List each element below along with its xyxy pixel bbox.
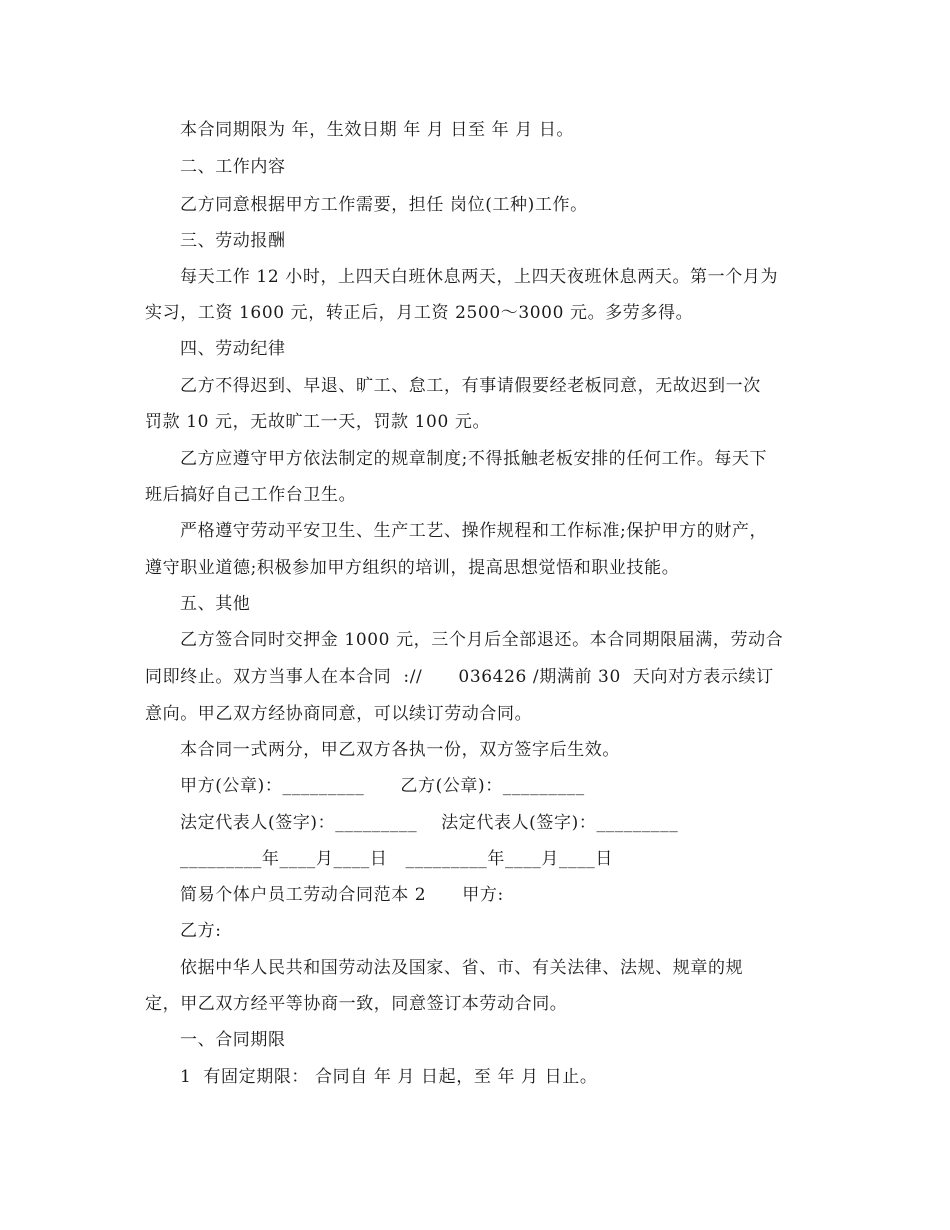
paragraph-remuneration-line1: 每天工作 12 小时，上四天白班休息两天，上四天夜班休息两天。第一个月为 — [180, 267, 779, 287]
paragraph-fixed-term: 1 有固定期限： 合同自 年 月 日起，至 年 月 日止。 — [180, 1067, 598, 1087]
paragraph-position: 乙方同意根据甲方工作需要，担任 岗位(工种)工作。 — [180, 195, 588, 215]
signature-seal-line: 甲方(公章)：_________ 乙方(公章)：_________ — [180, 776, 585, 796]
paragraph-discipline2-line1: 乙方应遵守甲方依法制定的规章制度;不得抵触老板安排的任何工作。每天下 — [180, 449, 768, 469]
party-b-label: 乙方: — [180, 921, 222, 941]
signature-date-line: _________年____月____日 _________年____月____日 — [180, 849, 614, 869]
paragraph-discipline3-line1: 严格遵守劳动平安卫生、生产工艺、操作规程和工作标准;保护甲方的财产， — [180, 521, 768, 541]
paragraph-remuneration-line2: 实习，工资 1600 元，转正后，月工资 2500～3000 元。多劳多得。 — [145, 303, 694, 323]
paragraph-term: 本合同期限为 年，生效日期 年 月 日至 年 月 日。 — [180, 120, 575, 140]
heading-work-content: 二、工作内容 — [180, 157, 286, 177]
paragraph-deposit-line3: 意向。甲乙双方经协商同意，可以续订劳动合同。 — [145, 704, 533, 724]
paragraph-basis-line1: 依据中华人民共和国劳动法及国家、省、市、有关法律、法规、规章的规 — [180, 958, 744, 978]
paragraph-deposit-line2: 同即终止。双方当事人在本合同 :// 036426 /期满前 30 天向对方表示续订 — [145, 667, 774, 687]
paragraph-discipline1-line2: 罚款 10 元，无故旷工一天，罚款 100 元。 — [145, 412, 491, 432]
paragraph-deposit-line1: 乙方签合同时交押金 1000 元，三个月后全部退还。本合同期限届满，劳动合 — [180, 630, 784, 650]
paragraph-discipline2-line2: 班后搞好自己工作台卫生。 — [145, 485, 357, 505]
heading-remuneration: 三、劳动报酬 — [180, 231, 286, 251]
heading-discipline: 四、劳动纪律 — [180, 339, 286, 359]
paragraph-basis-line2: 定，甲乙双方经平等协商一致，同意签订本劳动合同。 — [145, 994, 568, 1014]
signature-representative-line: 法定代表人(签字)：_________ 法定代表人(签字)：_________ — [180, 813, 679, 833]
heading-other: 五、其他 — [180, 594, 251, 614]
paragraph-discipline1-line1: 乙方不得迟到、早退、旷工、怠工，有事请假要经老板同意，无故迟到一次 — [180, 376, 761, 396]
heading-contract-term: 一、合同期限 — [180, 1030, 286, 1050]
paragraph-copies: 本合同一式两分，甲乙双方各执一份，双方签字后生效。 — [180, 740, 620, 760]
template2-title: 简易个体户员工劳动合同范本 2 甲方: — [180, 885, 504, 905]
paragraph-discipline3-line2: 遵守职业道德;积极参加甲方组织的培训，提高思想觉悟和职业技能。 — [145, 558, 680, 578]
